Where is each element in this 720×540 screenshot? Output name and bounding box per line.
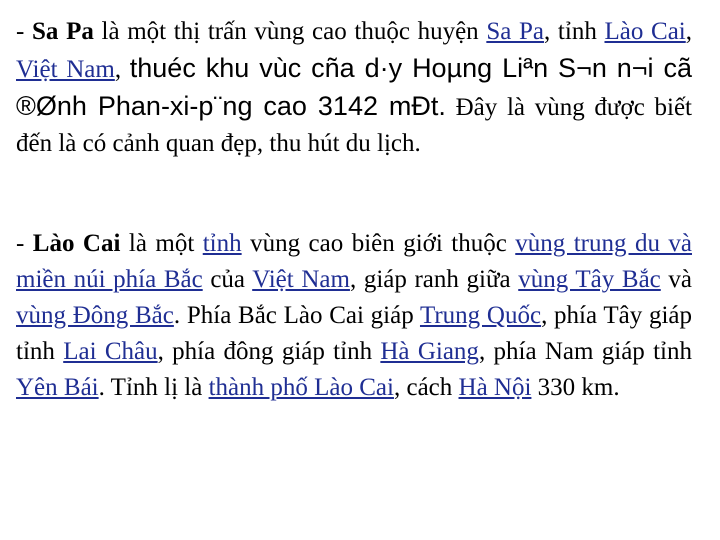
sapa-text-4: , [114,56,130,83]
link-sapa-district[interactable]: Sa Pa [486,18,545,45]
link-lao-cai[interactable]: Lào Cai [604,18,686,45]
laocai-text-9: , phía Nam giáp tỉnh [478,338,692,365]
link-ha-noi[interactable]: Hà Nội [458,374,532,401]
link-lai-chau[interactable]: Lai Châu [63,338,158,365]
laocai-paragraph [16,226,692,406]
link-thanh-pho-lao-cai[interactable]: thành phố Lào Cai [208,374,394,401]
link-viet-nam-2[interactable]: Việt Nam [252,266,350,293]
link-vung-dong-bac[interactable]: vùng Đông Bắc [16,302,174,329]
link-yen-bai[interactable]: Yên Bái [16,374,99,401]
laocai-text-11: , cách [393,374,459,401]
laocai-text-7: , phía Tây giáp tỉnh [16,302,692,365]
laocai-title: Lào Cai [32,230,121,257]
laocai-text-8: , phía đông giáp tỉnh [157,338,381,365]
sapa-dash: - [16,18,32,45]
link-vung-trung-du[interactable]: vùng trung du và miền núi phía Bắc [16,230,692,293]
link-ha-giang[interactable]: Hà Giang [380,338,479,365]
sapa-title: Sa Pa [32,18,94,45]
link-tinh[interactable]: tỉnh [202,230,242,257]
laocai-dash: - [16,230,33,257]
laocai-text-3: của [202,266,253,293]
link-viet-nam[interactable]: Việt Nam [16,56,115,83]
laocai-text-10: . Tỉnh lị là [98,374,209,401]
link-trung-quoc[interactable]: Trung Quốc [419,302,542,329]
sapa-paragraph [16,14,692,162]
laocai-text-1: là một [120,230,203,257]
sapa-garbled-text: thuéc khu vùc cña d·y Hoµng Liªn S¬n n¬i cã ®Ønh Phan-xi-p¨ng cao 3142 mÐt. [16,53,693,121]
laocai-text-12: 330 km. [531,374,620,401]
laocai-text-6: . Phía Bắc Lào Cai giáp [173,302,420,329]
laocai-text-5: và [660,266,692,293]
sapa-text-3: , [685,18,692,45]
link-vung-tay-bac[interactable]: vùng Tây Bắc [518,266,661,293]
laocai-text-4: , giáp ranh giữa [349,266,519,293]
sapa-text-2: , tỉnh [544,18,605,45]
sapa-text-1: là một thị trấn vùng cao thuộc huyện [93,18,487,45]
laocai-text-2: vùng cao biên giới thuộc [241,230,516,257]
sapa-text-5: Đây là vùng được biết đến là có cảnh quan đẹp, thu hút du lịch. [16,94,692,157]
